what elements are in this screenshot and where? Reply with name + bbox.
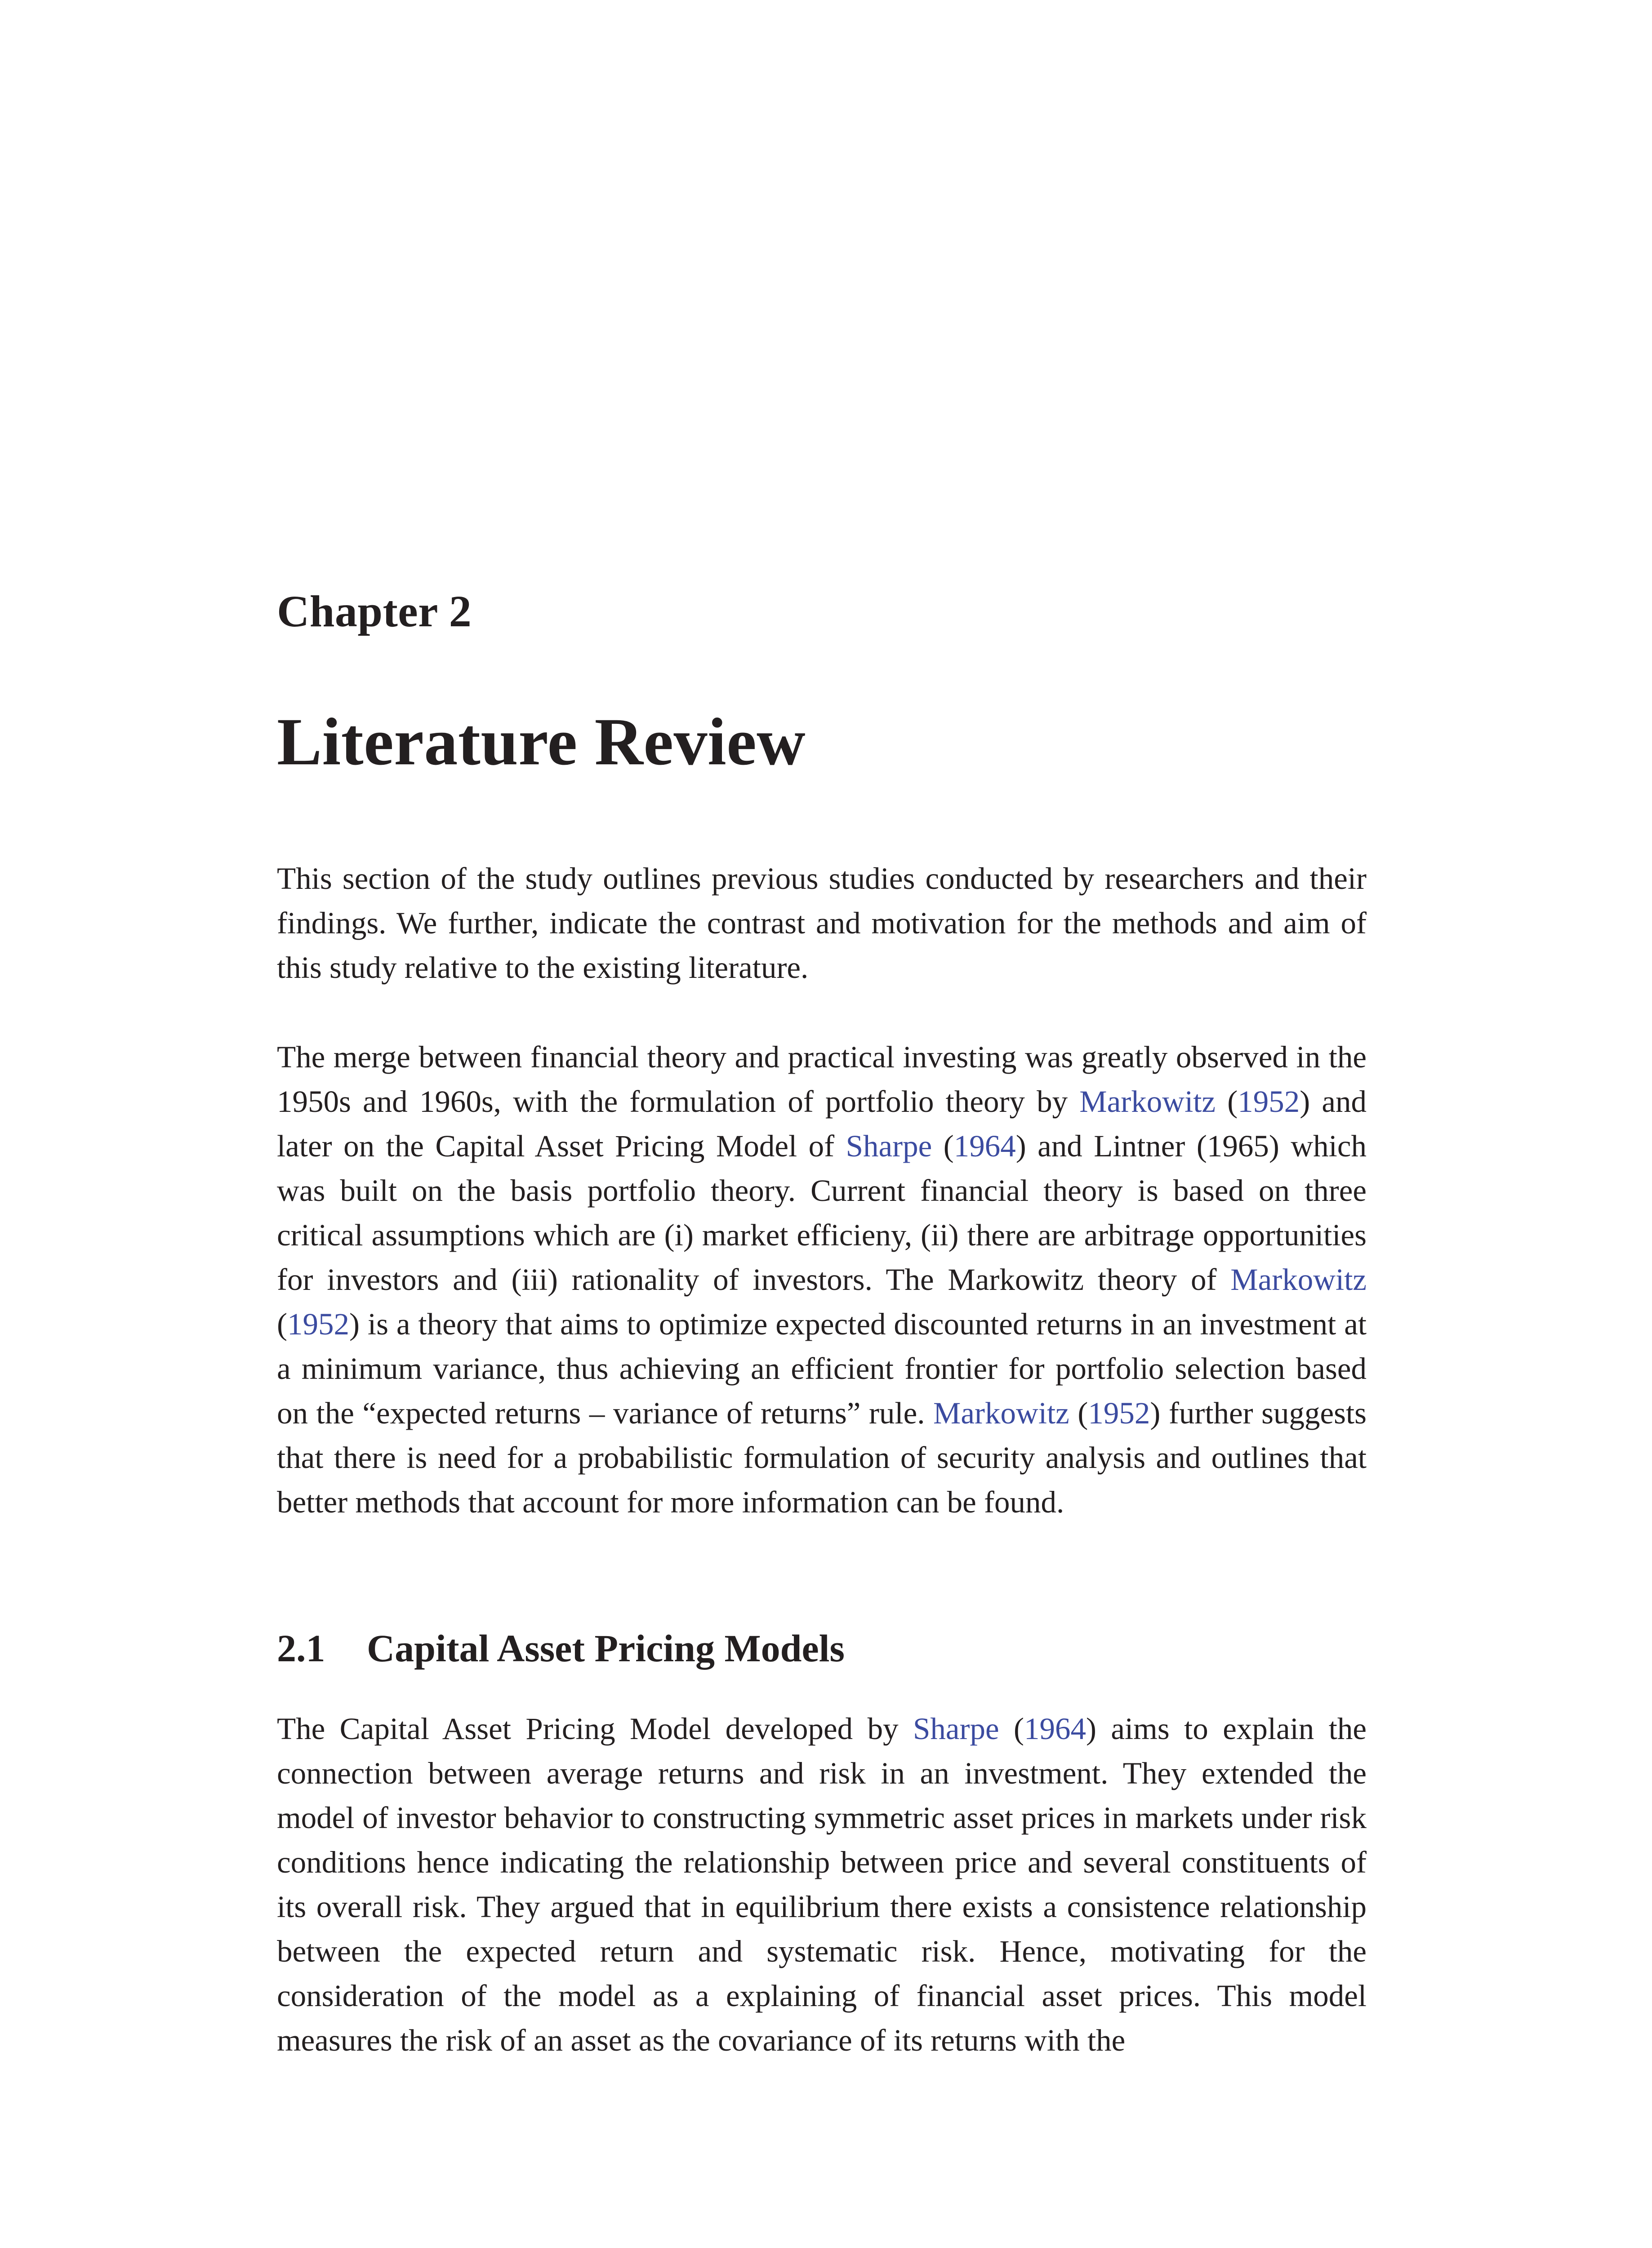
paragraph-text: The Capital Asset Pricing Model developed by bbox=[277, 1712, 913, 1746]
citation-year-link[interactable]: 1964 bbox=[953, 1129, 1016, 1163]
citation-year-link[interactable]: 1952 bbox=[287, 1307, 349, 1341]
citation-link-sharpe[interactable]: Sharpe bbox=[846, 1129, 932, 1163]
capm-paragraph: The Capital Asset Pricing Model developed by Sharpe (1964) aims to explain the connection between average returns and risk in an investment. They extended the model of investor behavior to constructing symmetric asset prices in markets under risk conditions hence indicating the relationship between price and several constituents of its overall risk. They argued that in equilibrium there exists a consistence relationship between the expected return and systematic risk. Hence, motivating for the consideration of the model as a explaining of financial asset prices. This model measures the risk of an asset as the covariance of its returns with the bbox=[277, 1712, 1367, 2057]
paragraph-text: aims to explain the connection between average returns and risk in an investment. They extended the model of investor behavior to constructing symmetric asset prices in markets under risk conditions hence indicating the relationship between price and several constituents of its overall risk. They argued that in equilibrium there exists a consistence relationship between the expected return and systematic risk. Hence, motivating for the consideration of the model as a explaining of financial asset prices. This model measures the risk of an asset as the covariance of its returns with the bbox=[277, 1712, 1367, 2057]
citation-year-link[interactable]: 1964 bbox=[1024, 1712, 1086, 1746]
paragraph-text: and later on the Capital Asset Pricing Model of bbox=[277, 1084, 1367, 1163]
section-heading bbox=[277, 1624, 1367, 1673]
portfolio-theory-paragraph: The merge between financial theory and practical investing was greatly observed in the 1950s and 1960s, with the formulation of portfolio theory by Markowitz (1952) and later on the Capital Asset Pricing Model of Sharpe (1964) and Lintner (1965) which was built on the basis portfolio theory. Current financial theory is based on three critical assumptions which are (i) market efficieny, (ii) there are arbitrage opportunities for investors and (iii) rationality of investors. The Markowitz theory of Markowitz (1952) is a theory that aims to optimize expected discounted returns in an investment at a minimum variance, thus achieving an efficient frontier for portfolio selection based on the “expected returns – variance of returns” rule. Markowitz (1952) further suggests that there is need for a probabilistic formulation of security analysis and outlines that better methods that account for more information can be found. bbox=[277, 1040, 1367, 1519]
paragraph-text: The merge between financial theory and practical investing was greatly observed in the 1950s and 1960s, with the formulation of portfolio theory by bbox=[277, 1040, 1367, 1119]
section-title: Capital Asset Pricing Models bbox=[367, 1627, 845, 1670]
citation-link-markowitz[interactable]: Markowitz bbox=[1079, 1084, 1216, 1119]
citation-link-markowitz[interactable]: Markowitz bbox=[1230, 1262, 1367, 1297]
intro-paragraph: This section of the study outlines previous studies conducted by researchers and their findings. We further, indicate the contrast and motivation for the methods and aim of this study relative to the existing literature. bbox=[277, 861, 1367, 985]
paragraph-text: further suggests that there is need for a probabilistic formulation of security analysis and outlines that better methods that account for more information can be found. bbox=[277, 1396, 1367, 1519]
citation-year-link[interactable]: 1952 bbox=[1238, 1084, 1300, 1119]
page-content bbox=[277, 584, 1367, 2063]
paragraph-text: is a theory that aims to optimize expected discounted returns in an investment at a minimum variance, thus achieving an efficient frontier for portfolio selection based on the “expected returns – variance of returns” rule. bbox=[277, 1307, 1367, 1430]
paragraph-text: and Lintner (1965) which was built on the basis portfolio theory. Current financial theory is based on three critical assumptions which are (i) market efficieny, (ii) there are arbitrage opportunities for investors and (iii) rationality of investors. The Markowitz theory of bbox=[277, 1129, 1367, 1297]
section-number: 2.1 bbox=[277, 1627, 325, 1670]
chapter-title: Literature Review bbox=[277, 705, 806, 779]
citation-link-sharpe[interactable]: Sharpe bbox=[913, 1712, 999, 1746]
citation-link-markowitz[interactable]: Markowitz bbox=[933, 1396, 1069, 1430]
citation-year-link[interactable]: 1952 bbox=[1088, 1396, 1150, 1430]
chapter-label: Chapter 2 bbox=[277, 586, 472, 636]
